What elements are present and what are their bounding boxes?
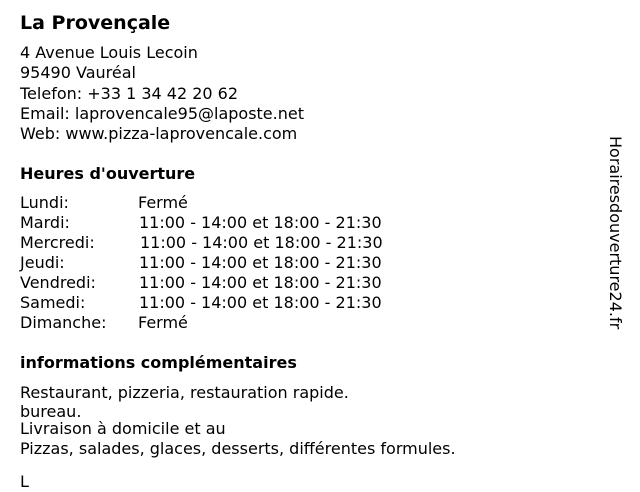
day-label: Mercredi: bbox=[20, 233, 95, 252]
hours-heading: Heures d'ouverture bbox=[20, 164, 196, 183]
day-label: Samedi: bbox=[20, 293, 86, 312]
day-label: Dimanche: bbox=[20, 313, 107, 332]
day-hours: 11:00 - 14:00 et 18:00 - 21:30 bbox=[139, 293, 382, 312]
phone: Telefon: +33 1 34 42 20 62 bbox=[20, 84, 239, 103]
side-brand-watermark: Horairesdouverture24.fr bbox=[606, 136, 625, 330]
day-hours: 11:00 - 14:00 et 18:00 - 21:30 bbox=[139, 213, 382, 232]
info-line: Pizzas, salades, glaces, desserts, différentes formules. bbox=[20, 439, 456, 458]
info-line-truncated: L bbox=[20, 472, 29, 491]
info-line: Restaurant, pizzeria, restauration rapide. bbox=[20, 383, 349, 402]
day-hours: 11:00 - 14:00 et 18:00 - 21:30 bbox=[140, 233, 383, 252]
day-label: Vendredi: bbox=[20, 273, 96, 292]
info-line: bureau. bbox=[20, 402, 82, 421]
info-line: Livraison à domicile et au bbox=[20, 419, 226, 438]
website: Web: www.pizza-laprovencale.com bbox=[20, 124, 298, 143]
email: Email: laprovencale95@laposte.net bbox=[20, 104, 304, 123]
day-hours: 11:00 - 14:00 et 18:00 - 21:30 bbox=[139, 253, 382, 272]
address-line-2: 95490 Vauréal bbox=[20, 63, 136, 82]
day-hours: 11:00 - 14:00 et 18:00 - 21:30 bbox=[139, 273, 382, 292]
day-label: Lundi: bbox=[20, 193, 69, 212]
day-label: Mardi: bbox=[20, 213, 70, 232]
day-hours: Fermé bbox=[138, 313, 188, 332]
business-name: La Provençale bbox=[20, 12, 171, 34]
day-hours: Fermé bbox=[138, 193, 188, 212]
address-line-1: 4 Avenue Louis Lecoin bbox=[20, 43, 198, 62]
info-heading: informations complémentaires bbox=[20, 353, 297, 372]
day-label: Jeudi: bbox=[20, 253, 65, 272]
